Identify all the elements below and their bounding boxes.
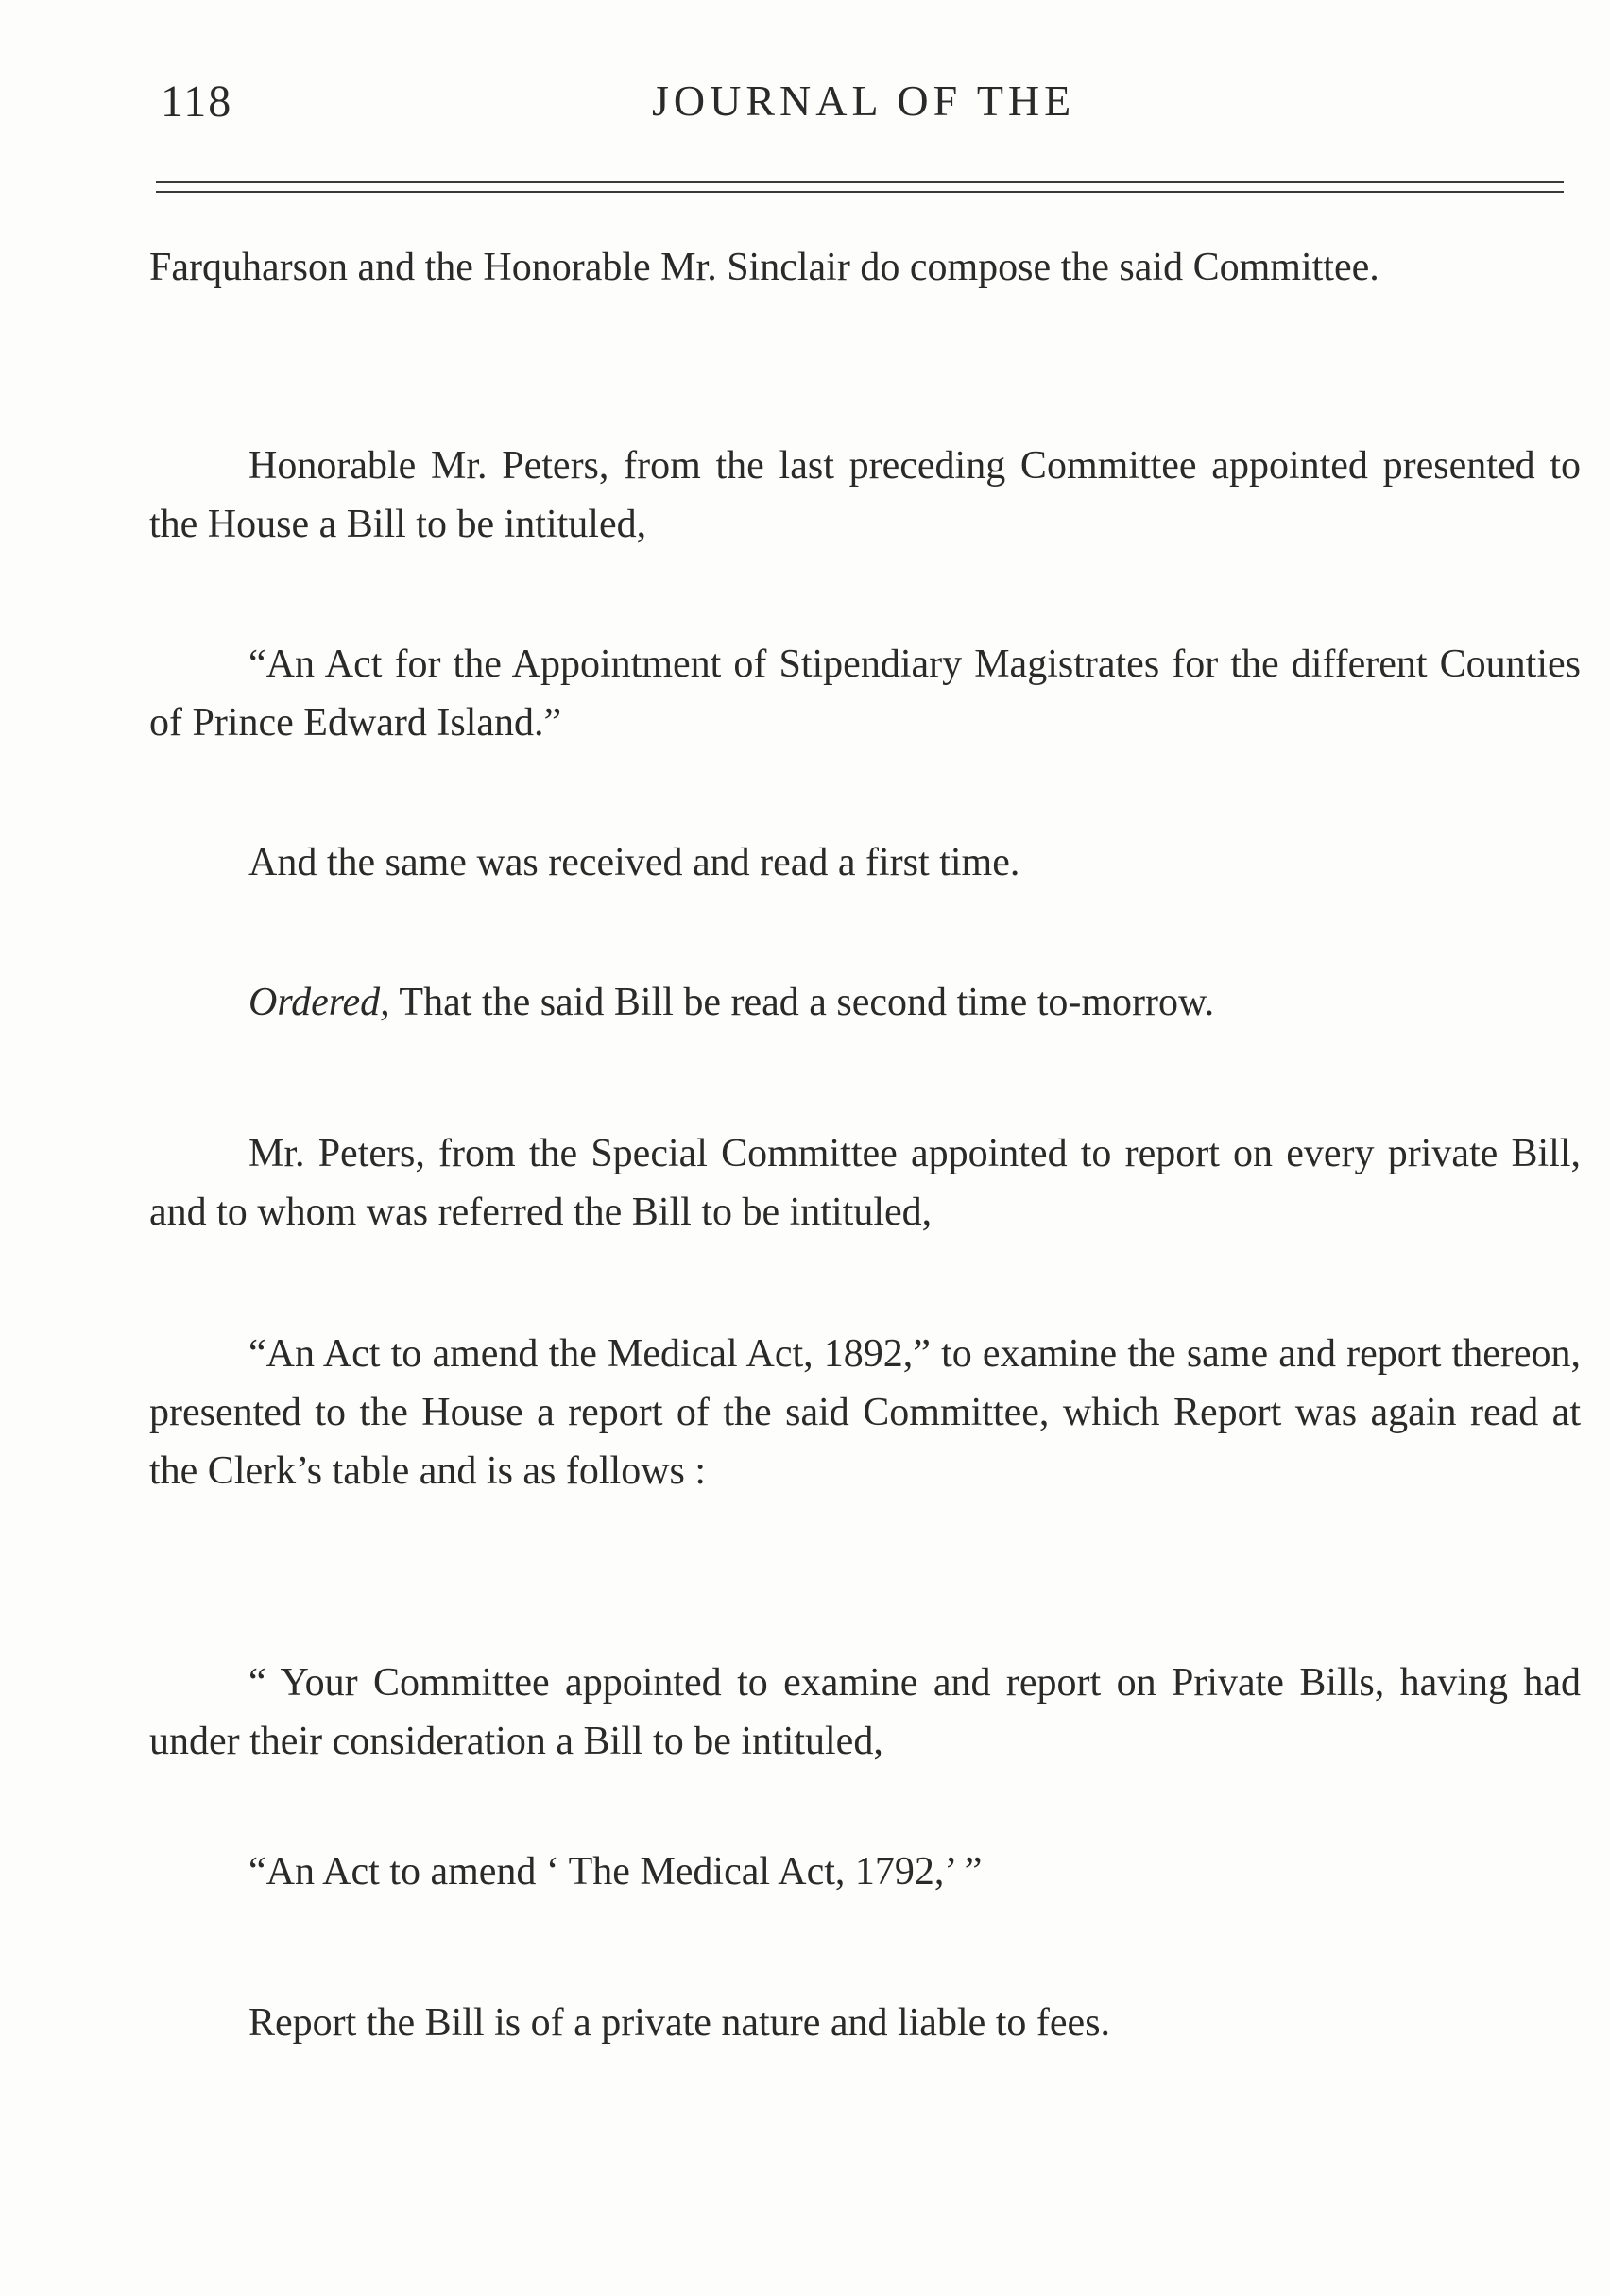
page-header xyxy=(151,76,1568,142)
paragraph-act-title-magistrates: “An Act for the Appointment of Stipendiary Magistrates for the different Counties of Prince Edward Island.” xyxy=(149,643,1581,745)
ordered-italic: Ordered, xyxy=(248,981,390,1024)
page-number: 118 xyxy=(161,77,233,127)
paragraph-special-committee: Mr. Peters, from the Special Committee appointed to report on every private Bill, and to whom was referred the Bill to be intituled, xyxy=(149,1132,1581,1234)
paragraph-read-first-time: And the same was received and read a first time. xyxy=(248,841,1020,884)
paragraph-committee-quote: “ Your Committee appointed to examine and report on Private Bills, having had under their consideration a Bill to be intituled, xyxy=(149,1661,1581,1763)
ordered-rest: That the said Bill be read a second time to-morrow. xyxy=(389,981,1215,1024)
paragraph-peters-presented-bill: Honorable Mr. Peters, from the last preceding Committee appointed presented to the House a Bill to be intituled, xyxy=(149,444,1581,546)
paragraph-report-private-nature: Report the Bill is of a private nature and liable to fees. xyxy=(248,2001,1111,2045)
paragraph-act-title-medical: “An Act to amend ‘ The Medical Act, 1792,’ ” xyxy=(248,1850,983,1893)
header-rule-top xyxy=(156,181,1564,183)
paragraph-committee-composition: Farquharson and the Honorable Mr. Sinclair do compose the said Committee. xyxy=(149,246,1379,289)
running-head: JOURNAL OF THE xyxy=(652,77,1076,125)
paragraph-medical-act-report: “An Act to amend the Medical Act, 1892,” to examine the same and report thereon, presented to the House a report of the said Committee, which Report was again read at the Clerk’s table and is as follows : xyxy=(149,1332,1581,1493)
header-rule-bottom xyxy=(156,191,1564,193)
paragraph-ordered xyxy=(149,973,1581,1032)
